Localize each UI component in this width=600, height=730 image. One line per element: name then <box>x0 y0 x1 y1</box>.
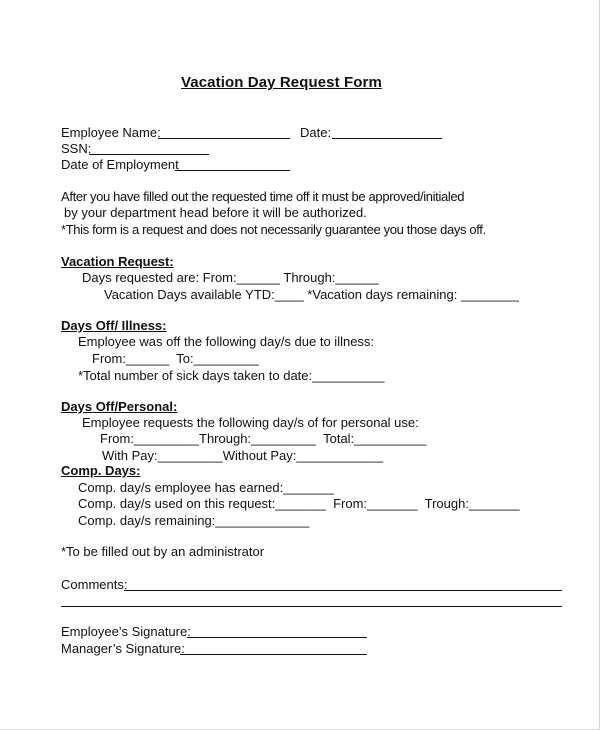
date-of-employment-label: Date of Employment <box>61 157 179 172</box>
manager-signature-field[interactable] <box>180 654 367 655</box>
manager-signature-label: Manager’s Signature: <box>61 641 185 656</box>
employee-signature-field[interactable] <box>187 637 367 638</box>
comp-days-heading: Comp. Days: <box>61 463 141 478</box>
date-label: Date: <box>300 125 332 140</box>
personal-heading: Days Off/Personal: <box>61 399 178 414</box>
comments-field-line-1[interactable] <box>124 590 562 591</box>
employee-name-field[interactable] <box>158 138 290 139</box>
date-field[interactable] <box>332 138 442 139</box>
employee-name-label: Employee Name: <box>61 125 161 140</box>
comp-used[interactable]: Comp. day/s used on this request:_______ From:_______ Trough:_______ <box>78 496 520 511</box>
illness-description: Employee was off the following day/s due to illness: <box>78 334 375 349</box>
illness-from-to[interactable]: From:______ To:_________ <box>92 351 259 366</box>
date-of-employment-field[interactable] <box>175 170 290 171</box>
form-title: Vacation Day Request Form <box>181 74 382 91</box>
personal-from-through-total[interactable]: From:_________Through:_________ Total:__________ <box>100 431 427 446</box>
comments-field-line-2[interactable] <box>61 606 562 607</box>
ssn-label: SSN: <box>61 141 92 156</box>
personal-description: Employee requests the following day/s of for personal use: <box>82 415 419 430</box>
employee-signature-label: Employee’s Signature: <box>61 624 191 639</box>
admin-note: *To be filled out by an administrator <box>61 544 265 559</box>
instructions-line-2: by your department head before it will be authorized. <box>64 205 367 220</box>
sick-days-total[interactable]: *Total number of sick days taken to date:__________ <box>78 368 385 383</box>
vacation-request-heading: Vacation Request: <box>61 254 174 269</box>
illness-heading: Days Off/ Illness: <box>61 318 167 333</box>
ssn-field[interactable] <box>89 154 209 155</box>
disclaimer-note: *This form is a request and does not necessarily guarantee you those days off. <box>61 222 486 237</box>
comp-remaining[interactable]: Comp. day/s remaining:_____________ <box>78 513 310 528</box>
personal-pay[interactable]: With Pay:_________Without Pay:____________ <box>102 448 384 463</box>
days-requested-line[interactable]: Days requested are: From:______ Through:______ <box>82 270 379 285</box>
comments-label: Comments: <box>61 577 128 592</box>
vacation-available-line[interactable]: Vacation Days available YTD:____ *Vacation days remaining: ________ <box>104 287 519 302</box>
instructions-line-1: After you have filled out the requested time off it must be approved/initialed <box>61 189 465 204</box>
comp-earned[interactable]: Comp. day/s employee has earned:_______ <box>78 480 334 495</box>
